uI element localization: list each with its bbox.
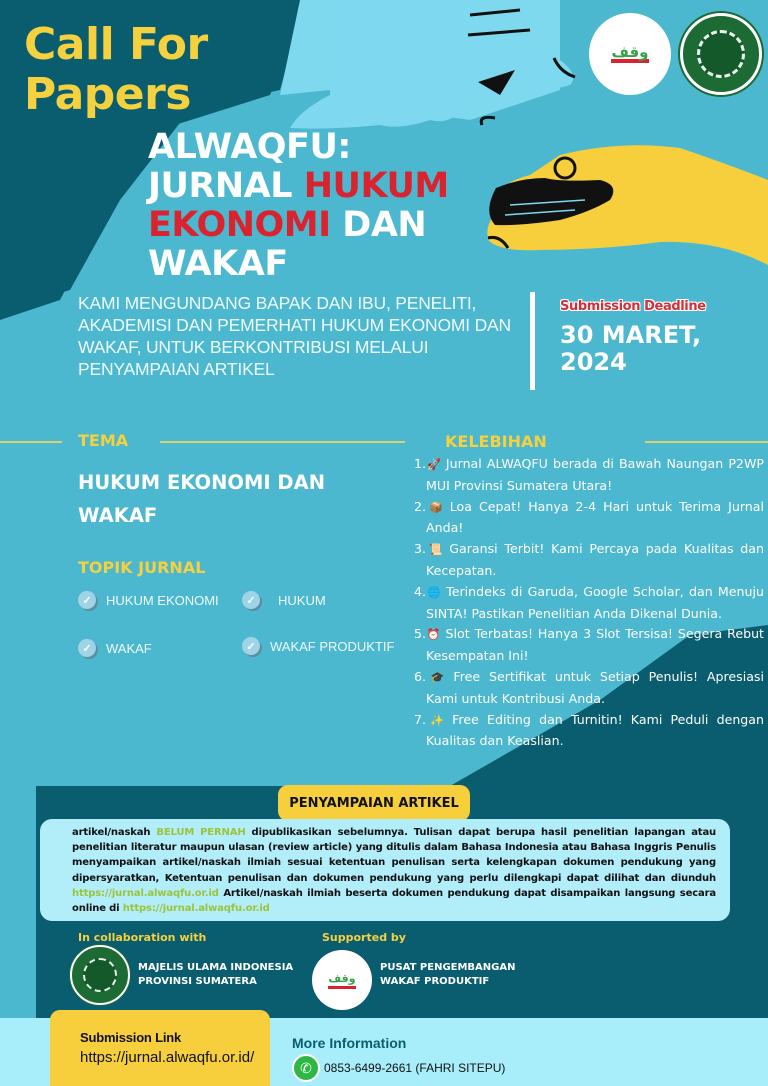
collaboration-org: MAJELIS ULAMA INDONESIA PROVINSI SUMATERA [138, 962, 294, 987]
topik-item: ✓ HUKUM EKONOMI [78, 591, 219, 609]
kelebihan-item: 7.✨ Free Editing dan Turnitin! Kami Peduli dengan Kualitas dan Keaslian. [414, 711, 764, 749]
call-for-papers-line1: Call For [24, 19, 208, 70]
alarm-clock-icon: ⏰ [426, 628, 442, 642]
support-org: PUSAT PENGEMBANGAN WAKAF PRODUKTIF [380, 962, 516, 987]
title-line2: JURNAL HUKUM [148, 166, 449, 206]
topik-item: ✓ WAKAF PRODUKTIF [242, 637, 394, 655]
submission-deadline-date: 30 MARET, 2024 [560, 321, 702, 376]
wakaf-small-logo: ﻭﻗﻒ [312, 950, 372, 1010]
kelebihan-item: 3.📜 Garansi Terbit! Kami Percaya pada Kualitas dan Kecepatan. [414, 541, 764, 578]
penyampaian-heading: PENYAMPAIAN ARTIKEL [278, 785, 470, 821]
check-icon: ✓ [242, 637, 260, 655]
check-icon: ✓ [78, 639, 96, 657]
submission-link-url[interactable]: https://jurnal.alwaqfu.or.id/ [80, 1049, 255, 1066]
tema-line-left [0, 441, 62, 443]
submission-link-heading: Submission Link [80, 1030, 182, 1045]
mui-seal-emblem-icon [697, 30, 745, 78]
intro-text: KAMI MENGUNDANG BAPAK DAN IBU, PENELITI, AKADEMISI DAN PEMERHATI HUKUM EKONOMI DAN WAKAF, UNTUK BERKONTRIBUSI MELALUI PENYAMPAIAN ARTIKEL [78, 293, 511, 379]
kelebihan-item: 5.⏰ Slot Terbatas! Hanya 3 Slot Tersisa! Segera Rebut Kesempatan Ini! [414, 626, 764, 664]
check-icon: ✓ [78, 591, 96, 609]
tema-heading: TEMA [78, 431, 129, 450]
topik-item: ✓ WAKAF [78, 639, 152, 657]
sparkles-icon: ✨ [426, 713, 449, 727]
graduation-cap-icon: 🎓 [426, 670, 450, 684]
kelebihan-item: 6.🎓 Free Sertifikat untuk Setiap Penulis! Apresiasi Kami untuk Kontribusi Anda. [414, 668, 764, 706]
globe-icon: 🌐 [426, 585, 443, 599]
wakaf-journal-logo [589, 13, 671, 95]
topik-item: ✓ HUKUM [242, 591, 326, 609]
highlight-belum-pernah: BELUM PERNAH [156, 827, 246, 838]
contact-phone [292, 1054, 505, 1082]
phone-number[interactable]: 0853-6499-2661 (FAHRI SITEPU) [324, 1061, 506, 1075]
call-for-papers-heading [24, 20, 208, 120]
tema-line-right [160, 441, 405, 443]
mui-seal-small-logo [70, 945, 130, 1005]
journal-link[interactable]: https://jurnal.alwaqfu.or.id [72, 887, 219, 899]
package-icon: 📦 [426, 500, 446, 514]
tema-value: HUKUM EKONOMI DAN WAKAF [78, 471, 326, 527]
kelebihan-heading: KELEBIHAN [445, 432, 547, 451]
mui-emblem-icon [83, 958, 117, 992]
check-icon: ✓ [242, 591, 260, 609]
journal-link[interactable]: https://jurnal.alwaqfu.or.id [122, 903, 270, 915]
submission-deadline-label: Submission Deadline [560, 299, 706, 314]
topik-heading: TOPIK JURNAL [78, 558, 206, 577]
title-line4: WAKAF [148, 244, 288, 284]
kelebihan-line [645, 441, 768, 443]
rocket-icon: 🚀 [426, 458, 442, 471]
scroll-icon: 📜 [426, 543, 446, 557]
more-information-heading: More Information [292, 1035, 407, 1051]
divider-vertical [530, 292, 535, 390]
penyampaian-text-box [40, 819, 730, 921]
title-line3: EKONOMI DAN [148, 205, 427, 245]
penyampaian-paragraph: artikel/naskah BELUM PERNAH dipublikasikan sebelumnya. Tulisan dapat berupa hasil penelitian lapangan atau penelitian literatur maupun ulasan (review article) yang ditulis dalam Bahasa Indonesia atau Bahasa Inggris Penulis menyampaikan artikel/naskah ilmiah sesuai ketentuan penulisan serta kelengkapan dokumen pendukung yang dipersyaratkan, Ketentuan penulisan dan dokumen pendukung yang perlu dilengkapi dapat dilihat dan diunduh https://jurnal.alwaqfu.or.id Artikel/naskah ilmiah beserta dokumen pendukung dapat disampaikan langsung secara online di https://jurnal.alwaqfu.or.id [72, 827, 717, 915]
kelebihan-item: 2.📦 Loa Cepat! Hanya 2-4 Hari untuk Terima Jurnal Anda! [414, 498, 764, 536]
call-for-papers-line2: Papers [24, 69, 191, 120]
kelebihan-item: 4.🌐 Terindeks di Garuda, Google Scholar, dan Menuju SINTA! Pastikan Penelitian Anda Dikenal Dunia. [414, 583, 764, 621]
kelebihan-list [414, 454, 764, 752]
kelebihan-item: 1.🚀 Jurnal ALWAQFU berada di Bawah Naungan P2WP MUI Provinsi Sumatera Utara! [414, 456, 764, 493]
mui-seal-logo [680, 13, 762, 95]
whatsapp-icon: ✆ [292, 1054, 320, 1082]
title-line1: ALWAQFU: [148, 127, 351, 167]
journal-title [148, 128, 449, 284]
submission-link-card [50, 1010, 270, 1086]
support-label: Supported by [322, 931, 406, 944]
collaboration-label: In collaboration with [78, 931, 207, 944]
wakaf-logo-mark: ﻭﻗﻒ [611, 43, 649, 61]
